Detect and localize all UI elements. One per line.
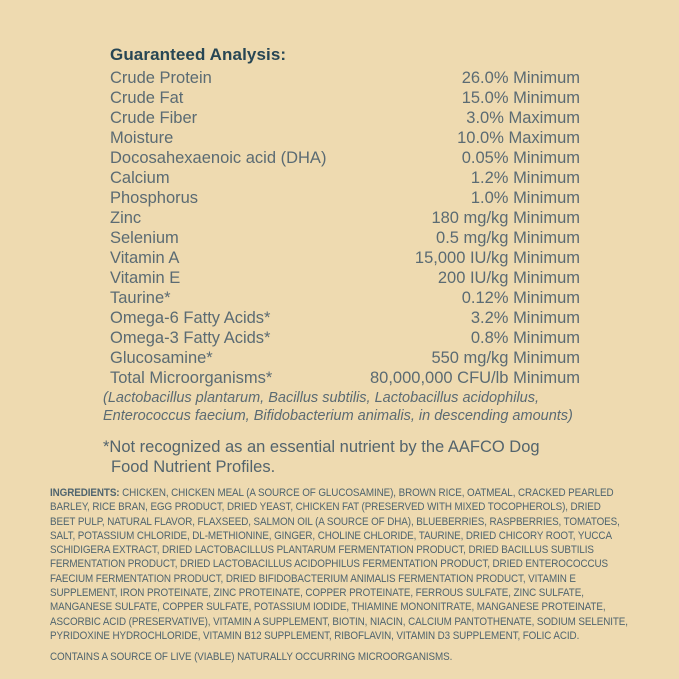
guaranteed-analysis-title: Guaranteed Analysis:: [110, 45, 287, 64]
nutrient-name: Phosphorus: [110, 189, 199, 207]
ingredients-label: INGREDIENTS:: [50, 487, 120, 499]
nutrient-amount: 0.05% Minimum: [461, 149, 580, 167]
analysis-row: [110, 188, 580, 208]
nutrient-name: Docosahexaenoic acid (DHA): [110, 149, 327, 167]
nutrient-name: Taurine*: [110, 289, 171, 307]
nutrient-amount: 15.0% Minimum: [461, 89, 580, 107]
nutrient-name: Zinc: [110, 209, 142, 227]
nutrient-name: Glucosamine*: [110, 349, 213, 367]
analysis-row: [110, 108, 580, 128]
nutrient-amount: 26.0% Minimum: [461, 69, 580, 87]
contains-statement: CONTAINS A SOURCE OF LIVE (VIABLE) NATURALLY OCCURRING MICROORGANISMS.: [50, 651, 453, 664]
nutrient-name: Total Microorganisms*: [110, 369, 273, 387]
analysis-row: [110, 308, 580, 328]
nutrient-name: Moisture: [110, 129, 174, 147]
nutrient-amount: 0.12% Minimum: [461, 289, 580, 307]
analysis-row: [110, 328, 580, 348]
analysis-row: [110, 248, 580, 268]
nutrient-amount: 3.0% Maximum: [466, 109, 580, 127]
nutrient-amount: 3.2% Minimum: [470, 309, 580, 327]
analysis-row: [110, 368, 580, 388]
nutrient-amount: 550 mg/kg Minimum: [431, 349, 580, 367]
analysis-row: [110, 348, 580, 368]
analysis-row: [110, 168, 580, 188]
nutrient-name: Crude Fiber: [110, 109, 198, 127]
analysis-row: [110, 288, 580, 308]
analysis-row: [110, 88, 580, 108]
aafco-footnote: *Not recognized as an essential nutrient by the AAFCO Dog Food Nutrient Profiles.: [103, 438, 540, 476]
analysis-row: [110, 148, 580, 168]
nutrient-amount: 0.5 mg/kg Minimum: [436, 229, 580, 247]
nutrient-name: Vitamin A: [110, 249, 180, 267]
analysis-row: [110, 228, 580, 248]
nutrient-name: Vitamin E: [110, 269, 181, 287]
analysis-row: [110, 128, 580, 148]
nutrient-name: Crude Fat: [110, 89, 184, 107]
guaranteed-analysis-section: [103, 45, 580, 477]
guaranteed-analysis-table: [110, 68, 580, 388]
nutrient-amount: 80,000,000 CFU/lb Minimum: [369, 369, 580, 387]
analysis-row: [110, 268, 580, 288]
analysis-row: [110, 68, 580, 88]
nutrient-amount: 200 IU/kg Minimum: [437, 269, 580, 287]
nutrient-name: Calcium: [110, 169, 170, 187]
microorganisms-species-note: (Lactobacillus plantarum, Bacillus subtilis, Lactobacillus acidophilus, Enterococcus faecium, Bifidobacterium animalis, in descending amounts): [103, 390, 573, 424]
nutrient-name: Omega-6 Fatty Acids*: [110, 309, 271, 327]
nutrient-name: Crude Protein: [110, 69, 212, 87]
analysis-row: [110, 208, 580, 228]
nutrient-amount: 15,000 IU/kg Minimum: [414, 249, 580, 267]
ingredients-list: CHICKEN, CHICKEN MEAL (A SOURCE OF GLUCOSAMINE), BROWN RICE, OATMEAL, CRACKED PEARLED BARLEY, RICE BRAN, EGG PRODUCT, DRIED YEAST, CHICKEN FAT (PRESERVED WITH MIXED TOCOPHEROLS), DRIED BEET PULP, NATURAL FLAVOR, FLAXSEED, SALMON OIL (A SOURCE OF DHA), BLUEBERRIES, RASPBERRIES, TOMATOES, SALT, POTASSIUM CHLORIDE, DL-METHIONINE, GINGER, CHOLINE CHLORIDE, TAURINE, DRIED CHICORY ROOT, YUCCA SCHIDIGERA EXTRACT, DRIED LACTOBACILLUS PLANTARUM FERMENTATION PRODUCT, DRIED BACILLUS SUBTILIS FERMENTATION PRODUCT, DRIED LACTOBACILLUS ACIDOPHILUS FERMENTATION PRODUCT, DRIED ENTEROCOCCUS FAECIUM FERMENTATION PRODUCT, DRIED BIFIDOBACTERIUM ANIMALIS FERMENTATION PRODUCT, VITAMIN E SUPPLEMENT, IRON PROTEINATE, ZINC PROTEINATE, COPPER PROTEINATE, FERROUS SULFATE, ZINC SULFATE, MANGANESE SULFATE, COPPER SULFATE, POTASSIUM IODIDE, THIAMINE MONONITRATE, MANGANESE PROTEINATE, ASCORBIC ACID (PRESERVATIVE), VITAMIN A SUPPLEMENT, BIOTIN, NIACIN, CALCIUM PANTOTHENATE, SODIUM SELENITE, PYRIDOXINE HYDROCHLORIDE, VITAMIN B12 SUPPLEMENT, RIBOFLAVIN, VITAMIN D3 SUPPLEMENT, FOLIC ACID.: [50, 487, 628, 642]
ingredients-paragraph: [50, 486, 628, 643]
nutrient-amount: 1.2% Minimum: [470, 169, 580, 187]
ingredients-section: [50, 486, 628, 665]
nutrient-amount: 10.0% Maximum: [457, 129, 580, 147]
nutrient-name: Omega-3 Fatty Acids*: [110, 329, 271, 347]
nutrient-amount: 0.8% Minimum: [470, 329, 580, 347]
nutrient-amount: 180 mg/kg Minimum: [431, 209, 580, 227]
nutrient-amount: 1.0% Minimum: [470, 189, 580, 207]
nutrient-name: Selenium: [110, 229, 179, 247]
